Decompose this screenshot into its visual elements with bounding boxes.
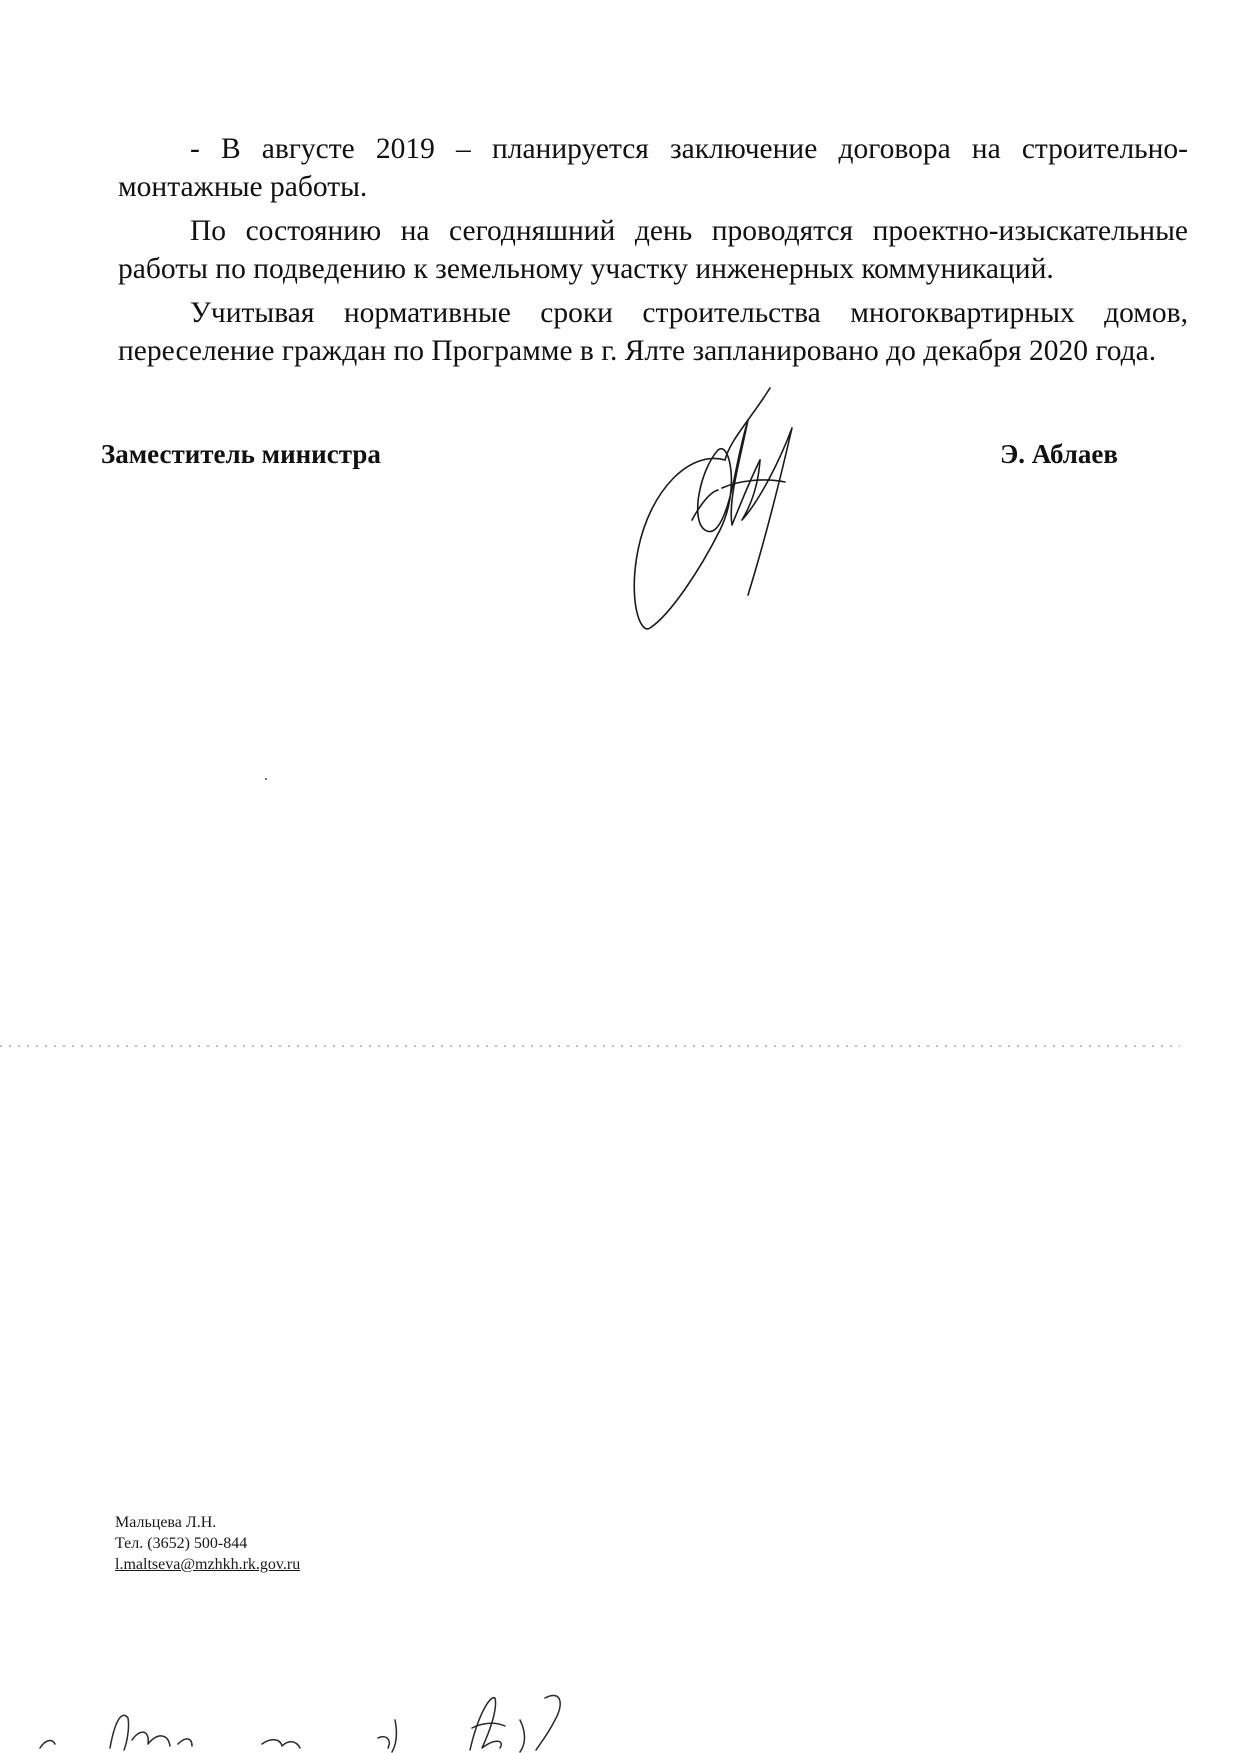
paragraph-resettlement-deadline: Учитывая нормативные сроки строительства многоквартирных домов, переселение граждан по Программе в г. Ялте запланировано до декабря 2020 года. <box>118 297 1188 367</box>
letter-body <box>118 130 1188 376</box>
paragraph-contract-plan: - В августе 2019 – планируется заключение договора на строительно-монтажные работы. <box>118 133 1188 203</box>
executor-email-link[interactable]: l.maltseva@mzhkh.rk.gov.ru <box>115 1556 301 1573</box>
handwritten-signature <box>630 380 830 640</box>
signatory-position: Заместитель министра <box>101 439 381 469</box>
executor-name: Мальцева Л.Н. <box>115 1514 217 1531</box>
handwritten-note <box>0 1640 600 1753</box>
executor-phone: Тел. (3652) 500-844 <box>115 1535 248 1552</box>
scan-dotted-line <box>0 1044 1240 1048</box>
signatory-name: Э. Аблаев <box>1000 439 1118 469</box>
executor-contacts <box>115 1512 300 1575</box>
scan-speck <box>265 778 267 780</box>
paragraph-current-works: По состоянию на сегодняшний день проводятся проектно-изыскательные работы по подведению к земельному участку инженерных коммуникаций. <box>118 215 1188 285</box>
